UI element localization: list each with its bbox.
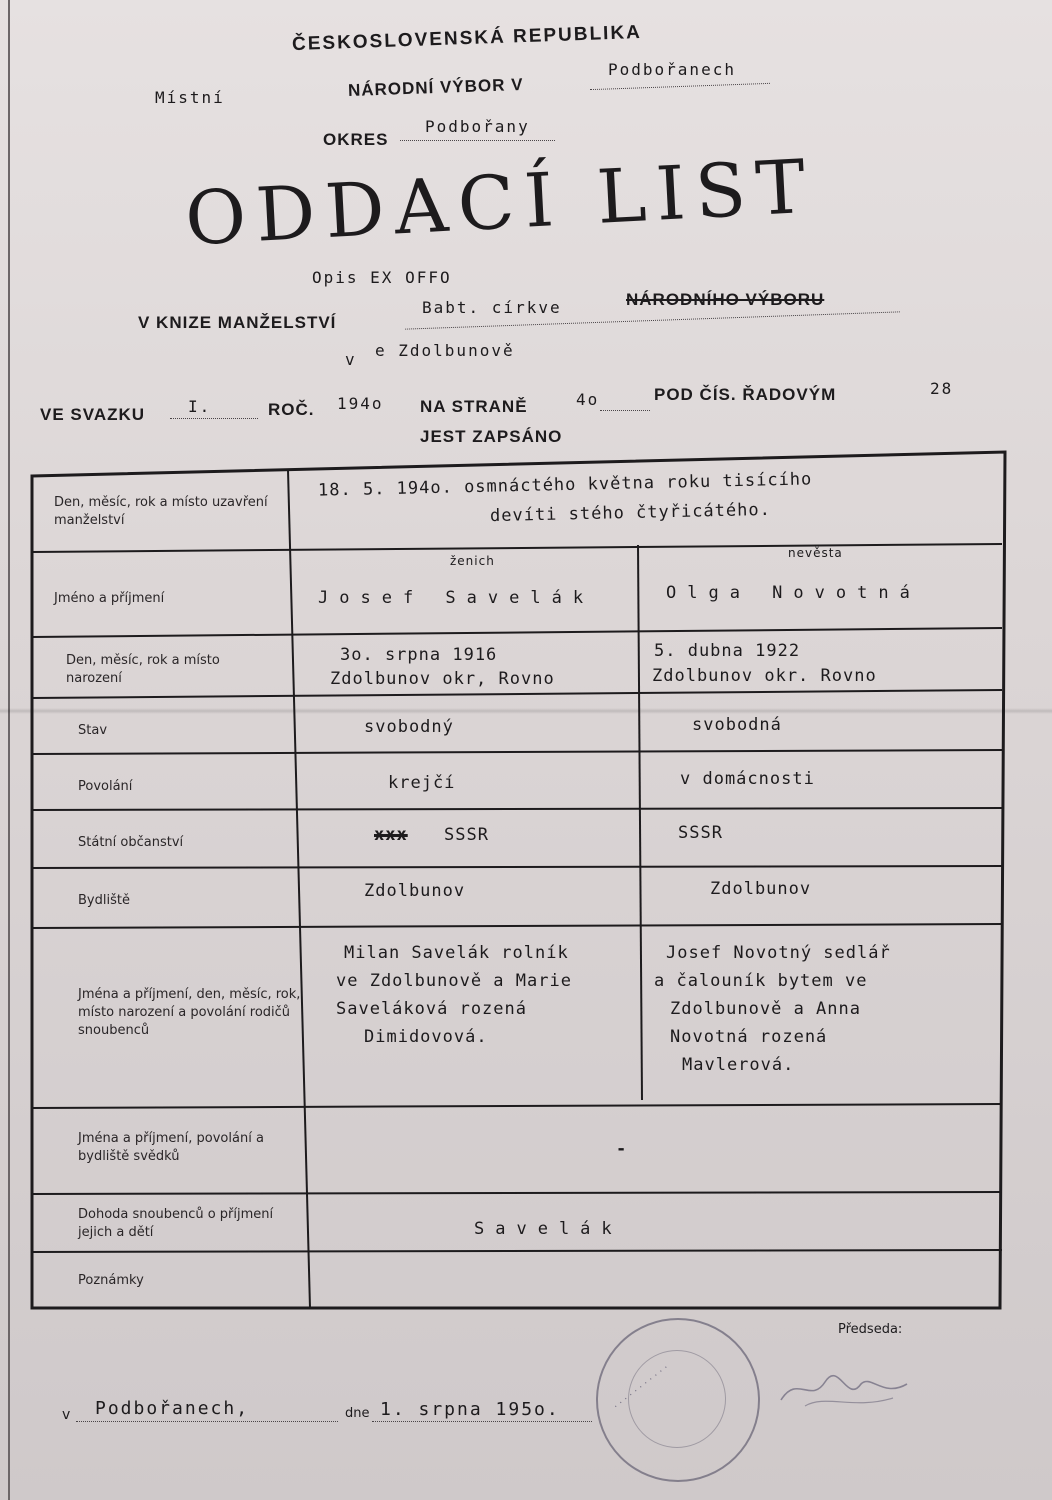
footer-date-value: 1. srpna 195o. [380, 1399, 560, 1420]
surname-agreement-value: Savelák [474, 1219, 623, 1239]
row-divider-4 [32, 750, 1002, 754]
footer-place-prefix: v [62, 1407, 71, 1423]
row-divider-8 [32, 1104, 1002, 1108]
committee-dotted-line [590, 83, 770, 90]
groom-residence: Zdolbunov [364, 881, 466, 901]
marriage-date-line1: 18. 5. 194o. osmnáctého května roku tisícího [317, 469, 813, 501]
volume-label: VE SVAZKU [40, 405, 146, 424]
parents-label: Jména a příjmení, den, měsíc, rok, místo narození a povolání rodičů snoubenců [78, 987, 301, 1038]
chair-label: Předseda: [838, 1322, 903, 1337]
bride-citizenship: SSSR [678, 823, 723, 843]
row-divider-9 [32, 1192, 1002, 1194]
row-divider-1 [32, 544, 1002, 552]
residence-label: Bydliště [78, 893, 130, 908]
groom-parents-line1: Milan Savelák rolník [344, 943, 569, 963]
committee-label: NÁRODNÍ VÝBOR V [347, 74, 524, 101]
paper-edge [8, 0, 10, 1500]
district-value: Podbořany [425, 117, 530, 136]
groom-parents-line3: Saveláková rozená [336, 999, 527, 1019]
witnesses-label: Jména a příjmení, povolání a bydliště svědků [78, 1131, 264, 1164]
republic-heading: ČESKOSLOVENSKÁ REPUBLIKA [291, 21, 643, 56]
groom-status: svobodný [364, 717, 454, 737]
document-title: ODDACÍ LIST [183, 143, 818, 263]
citizenship-label: Státní občanství [78, 835, 184, 850]
year-value: 194o [337, 394, 384, 413]
groom-bride-divider [638, 545, 642, 1100]
chair-signature [775, 1360, 915, 1420]
groom-header: ženich [450, 554, 495, 568]
year-label: ROČ. [268, 400, 315, 419]
bride-birth-date: 5. dubna 1922 [654, 641, 801, 661]
bride-header: nevěsta [788, 546, 843, 560]
book-label: V KNIZE MANŽELSTVÍ [138, 313, 337, 332]
number-value: 28 [930, 379, 954, 398]
witnesses-value: - [616, 1139, 628, 1159]
birth-label: Den, měsíc, rok a místo narození [66, 653, 220, 686]
notes-label: Poznámky [78, 1273, 144, 1288]
book-place-prefix: v [345, 350, 357, 369]
status-label: Stav [78, 723, 108, 738]
bride-parents-line4: Novotná rozená [670, 1027, 828, 1047]
book-place: e Zdolbunově [375, 341, 515, 360]
page-dotted-line [600, 410, 650, 411]
bride-occupation: v domácnosti [680, 769, 815, 789]
stamp-inner-ring [628, 1350, 726, 1448]
row-divider-7 [32, 924, 1002, 928]
groom-citizenship: SSSR [444, 825, 489, 845]
groom-birth-place: Zdolbunov okr, Rovno [330, 669, 555, 689]
groom-name: Josef Savelák [318, 588, 595, 608]
record-table [30, 450, 1015, 1320]
bride-name: Olga Novotná [666, 583, 921, 603]
groom-occupation: krejčí [388, 773, 456, 793]
page-label: NA STRANĚ [420, 397, 528, 416]
bride-parents-line2: a čalouník bytem ve [654, 971, 868, 991]
footer-date-label: dne [345, 1406, 370, 1421]
bride-status: svobodná [692, 715, 782, 735]
name-label: Jméno a příjmení [54, 591, 165, 606]
district-dotted-line [400, 140, 555, 141]
groom-citizenship-struck: xxx [374, 825, 408, 845]
page-value: 4o [576, 390, 600, 409]
groom-parents-line2: ve Zdolbunově a Marie [336, 971, 572, 991]
surname-agreement-label: Dohoda snoubenců o příjmení jejich a dětí [78, 1207, 274, 1240]
label-column-divider [288, 470, 310, 1308]
bride-parents-line1: Josef Novotný sedlář [666, 943, 891, 963]
book-struck-text: NÁRODNÍHO VÝBORU [626, 290, 825, 309]
footer-place-dotted-line [76, 1421, 338, 1422]
number-label: POD ČÍS. ŘADOVÝM [654, 385, 837, 404]
bride-birth-place: Zdolbunov okr. Rovno [652, 666, 877, 686]
marriage-date-label: Den, měsíc, rok a místo uzavření manželství [54, 495, 268, 528]
copy-note: Opis EX OFFO [312, 268, 452, 287]
occupation-label: Povolání [78, 779, 133, 794]
volume-dotted-line [170, 418, 258, 419]
bride-parents-line3: Zdolbunově a Anna [670, 999, 861, 1019]
committee-place: Podbořanech [608, 60, 736, 79]
marriage-date-line2: devíti stého čtyřicátého. [489, 499, 772, 527]
district-label: OKRES [323, 130, 389, 149]
bride-residence: Zdolbunov [710, 879, 812, 899]
book-church: Babt. církve [422, 298, 562, 317]
recorded-label: JEST ZAPSÁNO [420, 427, 563, 446]
footer-date-dotted-line [372, 1421, 592, 1422]
footer-place: Podbořanech, [95, 1398, 250, 1419]
committee-prefix: Místní [155, 88, 225, 107]
bride-parents-line5: Mavlerová. [682, 1055, 795, 1075]
row-divider-2 [32, 628, 1002, 637]
row-divider-5 [32, 808, 1002, 810]
row-divider-10 [32, 1250, 1002, 1252]
row-divider-6 [32, 866, 1002, 868]
volume-value: I. [188, 397, 212, 416]
groom-birth-date: 3o. srpna 1916 [340, 645, 498, 665]
stamp-text: · · · · · · · · · · · [611, 1362, 672, 1413]
official-stamp [596, 1318, 760, 1482]
groom-parents-line4: Dimidovová. [364, 1027, 488, 1047]
